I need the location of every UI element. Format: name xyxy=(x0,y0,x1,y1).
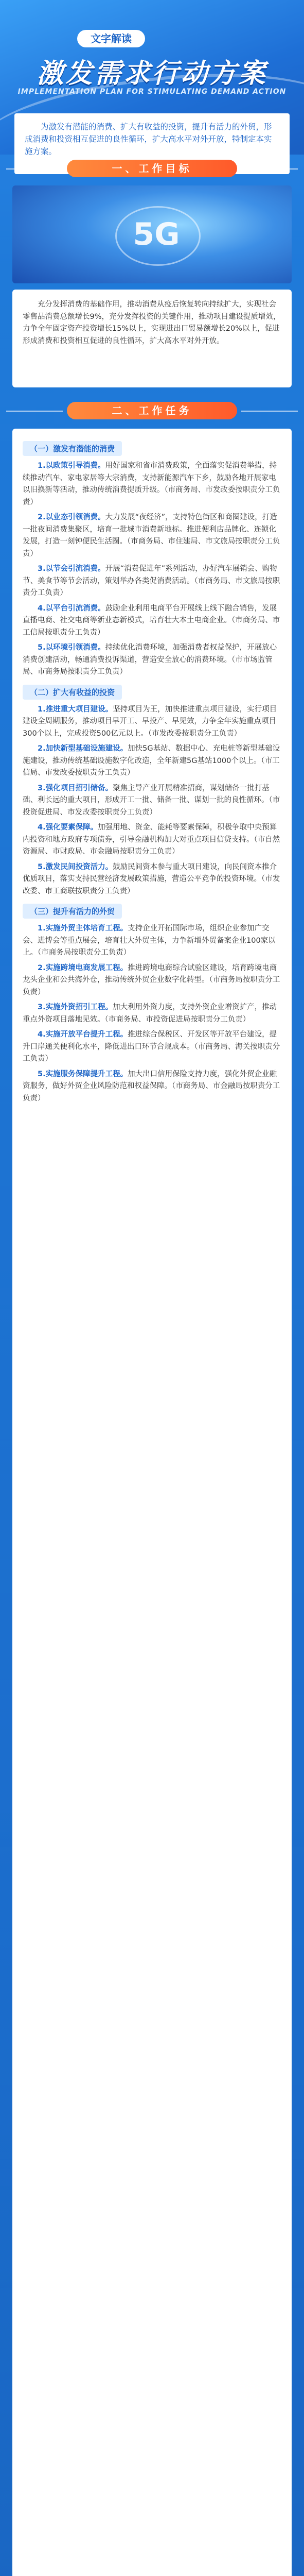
task-item-title: 5.实施服务保障提升工程。 xyxy=(38,1070,128,1078)
tasks-card xyxy=(12,429,292,2576)
divider xyxy=(6,411,63,412)
task-item xyxy=(23,563,281,600)
section-goals-title: 一、工作目标 xyxy=(112,162,192,175)
task-item xyxy=(23,1002,281,1026)
section-tasks-header xyxy=(0,397,304,423)
task-item-title: 1.推进重大项目建设。 xyxy=(38,705,113,714)
goals-text: 充分发挥消费的基础作用，推动消费从疫后恢复转向持续扩大，实现社会零售品消费总额增长9%，充分发挥投资的关键作用，推动项目建设提质增效，力争全年固定资产投资增长15%以上，实现进出口贸易额增长20%以上，促进形成消费和投资相互促进的良性循环，扩大高水平对外开放。 xyxy=(23,300,281,345)
task-item xyxy=(23,962,281,999)
intro-text: 为激发有潜能的消费、扩大有收益的投资，提升有活力的外贸，形成消费和投资相互促进的良性循环，扩大高水平对外开放，特制定本实施方案。 xyxy=(25,122,272,156)
task-item-title: 5.激发民间投资活力。 xyxy=(38,862,113,871)
goals-card xyxy=(12,290,292,387)
divider xyxy=(241,411,298,412)
group-label-investment: （二）扩大有收益的投资 xyxy=(23,685,122,700)
task-item xyxy=(23,512,281,560)
task-item xyxy=(23,704,281,740)
task-item-body: 支持企业开拓国际市场，组织企业参加广交会、进博会等重点展会，培育壮大外贸主体，力争新增外贸备案企业100家以上。（市商务局按职责分工负责） xyxy=(23,924,276,957)
task-item-body: 加强用地、资金、能耗等要素保障，积极争取中央预算内投资和地方政府专项债券，引导金融机构加大对重点项目信贷支持。（市自然资源局、市财政局、市金融局按职责分工负责） xyxy=(23,823,280,856)
task-item-body: 坚持项目为王，加快推进重点项目建设，实行项目建设全周期服务，推动项目早开工、早投产、早见效，力争全年实施重点项目300个以上，完成投资500亿元以上。（市发改委按职责分工负责） xyxy=(23,705,277,738)
task-item-body: 加大出口信用保险支持力度，强化外贸企业融资服务，做好外贸企业风险防范和权益保障。（市商务局、市金融局按职责分工负责） xyxy=(23,1070,280,1103)
task-item-body: 用好国家和省市消费政策，全面落实促消费举措，持续推动汽车、家电家居等大宗消费，支持新能源汽车下乡，鼓励各地开展家电以旧换新等活动，推动传统消费提质升级。（市商务局、市发改委按职责分工负责） xyxy=(23,462,280,506)
task-item xyxy=(23,1069,281,1105)
task-item xyxy=(23,743,281,779)
task-item xyxy=(23,460,281,509)
task-item-body: 推进综合保税区、开发区等开放平台建设，提升口岸通关便利化水平，降低进出口环节合规成本。（市商务局、海关按职责分工负责） xyxy=(23,1030,280,1063)
group-label-consumption: （一）激发有潜能的消费 xyxy=(23,441,122,456)
task-item-title: 5.以环境引领消费。 xyxy=(38,643,105,652)
task-item-title: 3.以节会引流消费。 xyxy=(38,565,105,573)
task-item-title: 1.以政策引导消费。 xyxy=(38,462,105,470)
page-subtitle-en: IMPLEMENTATION PLAN FOR STIMULATING DEMAND ACTION xyxy=(17,88,287,96)
divider xyxy=(6,168,63,170)
task-item xyxy=(23,603,281,639)
task-item-title: 4.以平台引流消费。 xyxy=(38,604,105,613)
task-item-body: 鼓励民间资本参与重大项目建设，向民间资本推介优质项目，落实支持民营经济发展政策措施，营造公平竞争的投资环境。（市发改委、市工商联按职责分工负责） xyxy=(23,862,280,895)
divider xyxy=(241,168,298,170)
task-item-body: 开展“消费促进年”系列活动，办好汽车展销会、购物节、美食节等节会活动，策划举办各类促消费活动。（市商务局、市文旅局按职责分工负责） xyxy=(23,565,280,597)
five-g-icon: 5G xyxy=(133,216,180,252)
task-item xyxy=(23,822,281,858)
task-item xyxy=(23,861,281,898)
task-item-title: 2.加快新型基础设施建设。 xyxy=(38,744,128,753)
section-tasks-title: 二、工作任务 xyxy=(112,404,192,417)
task-item xyxy=(23,783,281,819)
task-item-body: 推进跨境电商综合试验区建设，培育跨境电商龙头企业和公共海外仓，推动传统外贸企业数字化转型。（市商务局按职责分工负责） xyxy=(23,963,280,996)
task-item-body: 鼓励企业利用电商平台开展线上线下融合销售，发展直播电商、社交电商等新业态新模式，培育壮大本土电商企业。（市商务局、市工信局按职责分工负责） xyxy=(23,604,280,637)
task-item-title: 1.实施外贸主体培育工程。 xyxy=(38,924,128,933)
task-item-body: 加大利用外资力度，支持外资企业增资扩产，推动重点外资项目落地见效。（市商务局、市投资促进局按职责分工负责） xyxy=(23,1003,277,1024)
task-item-title: 2.实施跨境电商发展工程。 xyxy=(38,963,128,972)
task-item-title: 3.实施外资招引工程。 xyxy=(38,1003,113,1011)
task-item xyxy=(23,923,281,959)
task-item-body: 大力发展“夜经济”，支持特色街区和商圈建设，打造一批夜间消费集聚区，培育一批城市消费新地标。推进便利店品牌化、连锁化发展，打造一刻钟便民生活圈。（市商务局、市住建局、市文旅局按职责分工负责） xyxy=(23,513,280,558)
page-title: 激发需求行动方案 xyxy=(37,58,267,89)
task-item-body: 加快5G基站、数据中心、充电桩等新型基础设施建设，推动传统基础设施数字化改造，全年新建5G基站1000个以上。（市工信局、市发改委按职责分工负责） xyxy=(23,744,280,777)
task-item-title: 3.强化项目招引储备。 xyxy=(38,784,113,792)
task-item xyxy=(23,642,281,679)
task-item-title: 4.强化要素保障。 xyxy=(38,823,98,832)
illustration-5g xyxy=(12,185,292,283)
section-goals-header xyxy=(0,155,304,181)
task-item-title: 2.以业态引领消费。 xyxy=(38,513,105,521)
header-tag: 文字解读 xyxy=(77,30,145,47)
group-label-trade: （三）提升有活力的外贸 xyxy=(23,904,122,919)
task-item xyxy=(23,1029,281,1065)
task-item-title: 4.实施开放平台提升工程。 xyxy=(38,1030,128,1039)
task-item-body: 聚焦主导产业开展精准招商，谋划储备一批打基础、利长远的重大项目，形成开工一批、储备一批、谋划一批的良性循环。（市投资促进局、市发改委按职责分工负责） xyxy=(23,784,280,817)
task-item-body: 持续优化消费环境，加强消费者权益保护，开展放心消费创建活动，畅通消费投诉渠道，营造安全放心的消费环境。（市市场监管局、市商务局按职责分工负责） xyxy=(23,643,277,676)
